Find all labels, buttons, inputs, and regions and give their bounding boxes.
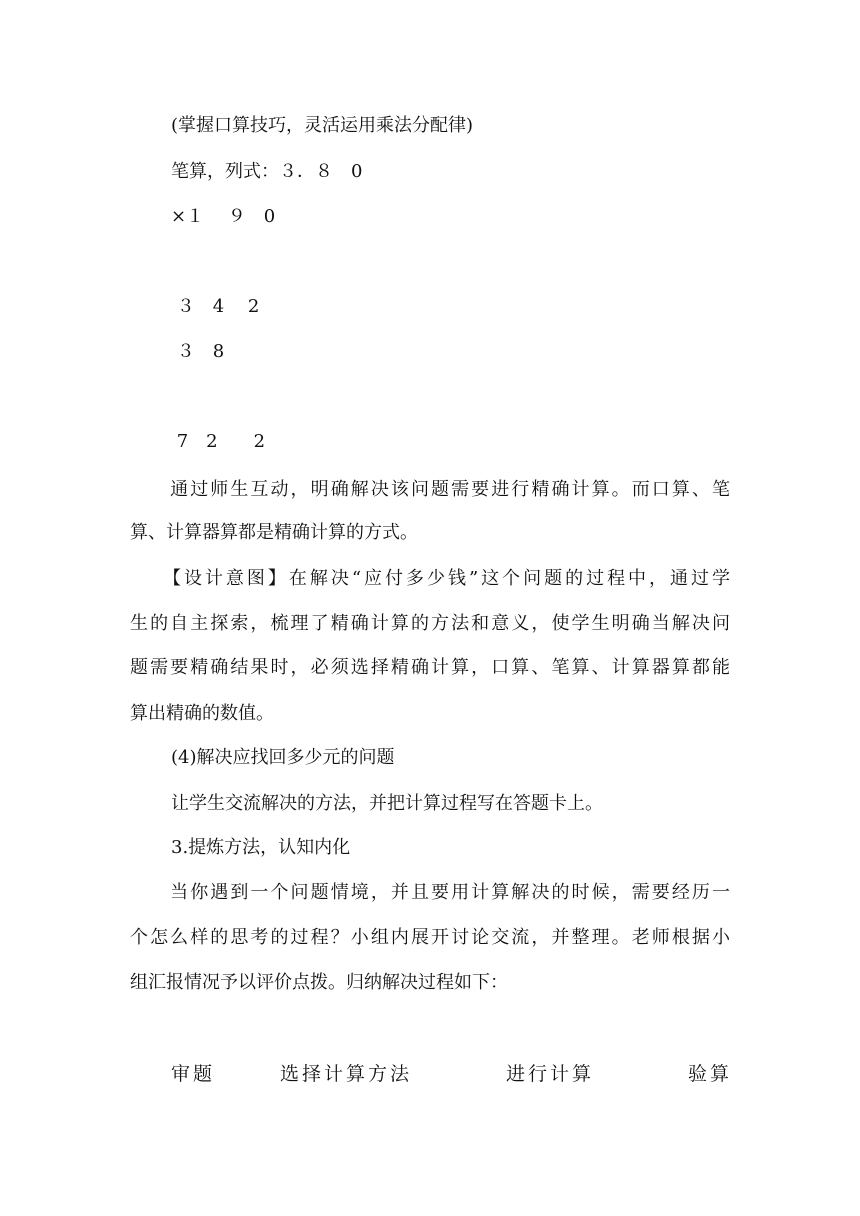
paragraph-1-line-2: 算、计算器算都是精确计算的方式。 bbox=[130, 522, 418, 543]
hint-line: (掌握口算技巧，灵活运用乘法分配律) bbox=[171, 115, 474, 136]
design-intent-line-3: 题需要精确结果时，必须选择精确计算，口算、笔算、计算器算都能 bbox=[130, 657, 730, 678]
flow-step-calculate: 进行计算 bbox=[506, 1063, 595, 1085]
process-flow bbox=[0, 1060, 860, 1088]
design-intent-line-1: 【设计意图】在解决“应付多少钱”这个问题的过程中，通过学 bbox=[130, 568, 730, 589]
design-intent-line-2: 生的自主探索，梳理了精确计算的方法和意义，使学生明确当解决问 bbox=[130, 613, 730, 634]
partial-product-1: ３ 4 2 bbox=[171, 296, 260, 317]
paragraph-4-line-3: 组汇报情况予以评价点拨。归纳解决过程如下： bbox=[130, 972, 508, 993]
flow-step-choose-method: 选择计算方法 bbox=[280, 1063, 413, 1085]
paragraph-3: 让学生交流解决的方法，并把计算过程写在答题卡上。 bbox=[171, 793, 603, 814]
flow-step-review: 审题 bbox=[171, 1063, 216, 1085]
paragraph-4-line-2: 个怎么样的思考的过程？小组内展开讨论交流，并整理。老师根据小 bbox=[130, 927, 730, 948]
product-result: 7 2 2 bbox=[171, 431, 266, 452]
multiplier-line: ×１ ９ 0 bbox=[171, 206, 276, 227]
written-calc-line: 笔算，列式：３．８ 0 bbox=[171, 161, 363, 182]
flow-step-verify: 验算 bbox=[688, 1063, 733, 1085]
paragraph-1-line-1: 通过师生互动，明确解决该问题需要进行精确计算。而口算、笔 bbox=[130, 479, 730, 500]
section-heading-4: (4)解决应找回多少元的问题 bbox=[171, 747, 395, 768]
design-intent-line-4: 算出精确的数值。 bbox=[130, 703, 274, 724]
partial-product-2: ３ 8 bbox=[171, 341, 225, 362]
paragraph-4-line-1: 当你遇到一个问题情境，并且要用计算解决的时候，需要经历一 bbox=[130, 882, 730, 903]
section-heading-3: 3.提炼方法，认知内化 bbox=[171, 837, 351, 858]
